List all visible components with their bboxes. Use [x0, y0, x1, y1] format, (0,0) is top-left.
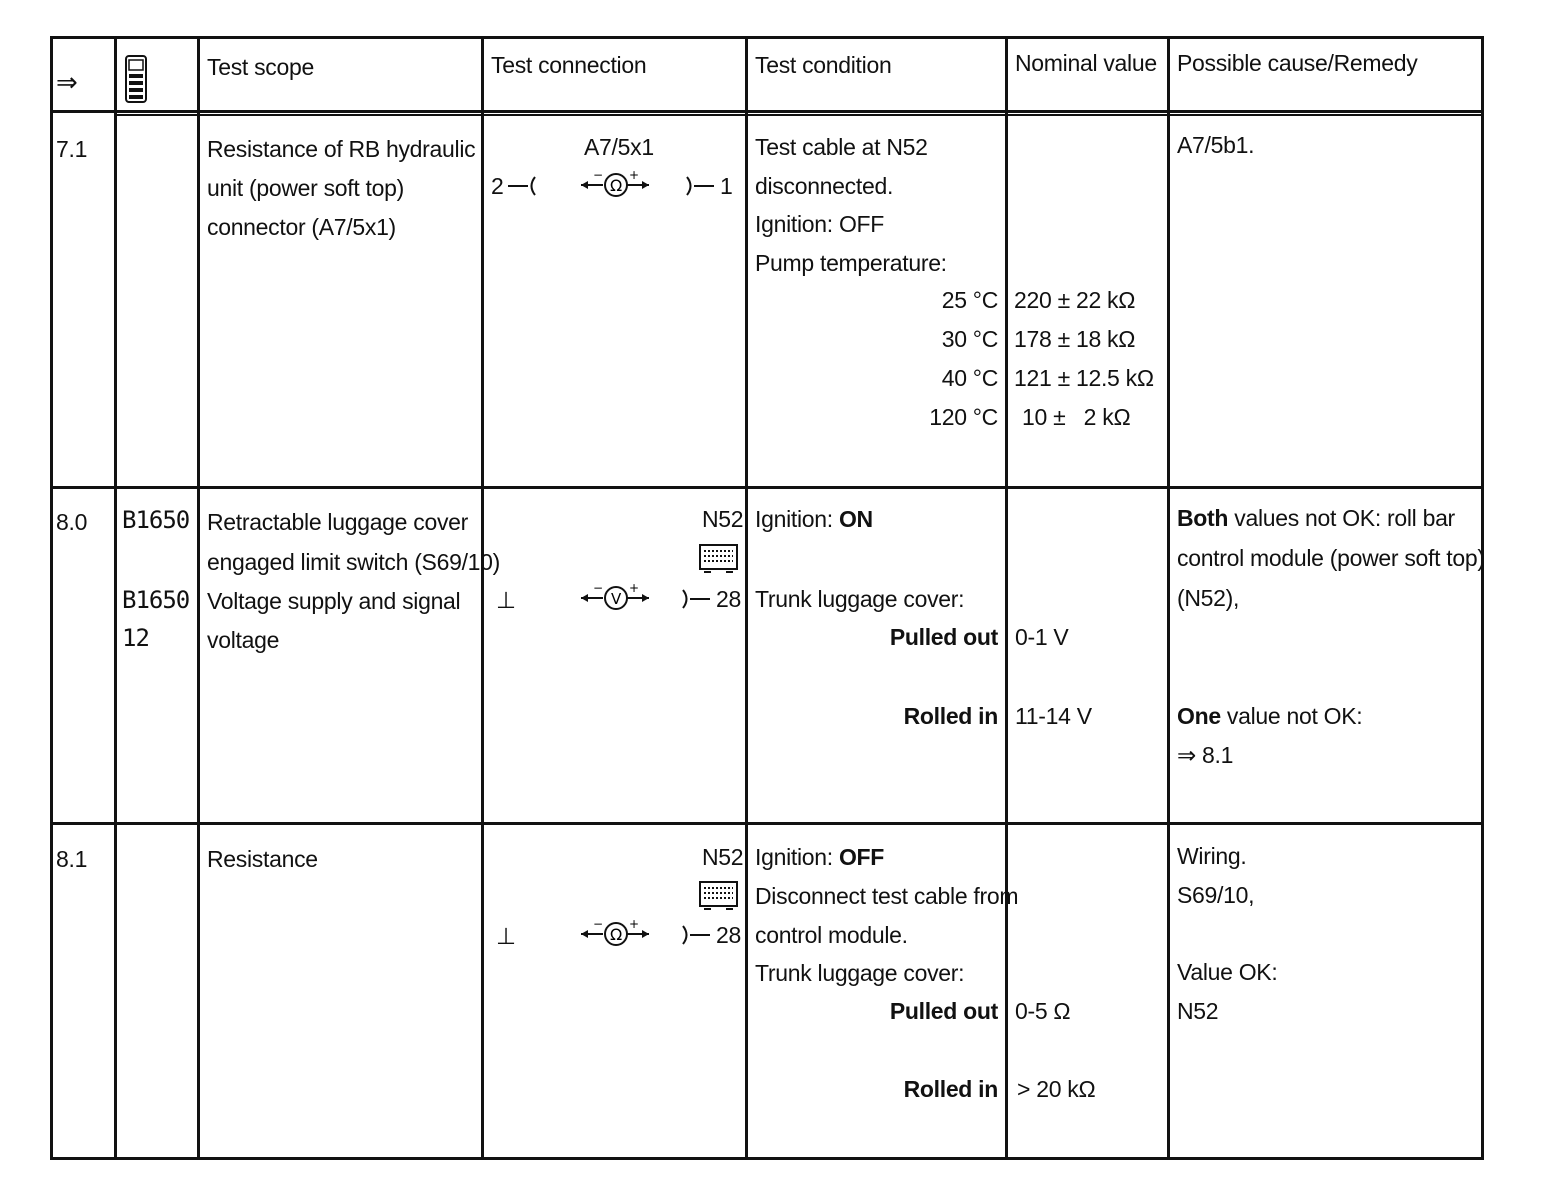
- nominal-value: 0-1 V: [1015, 624, 1069, 650]
- step-number: 8.1: [56, 846, 88, 872]
- temperature: 30 °C: [941, 326, 998, 352]
- ignition-state: OFF: [838, 844, 885, 870]
- column-divider: [197, 36, 200, 1160]
- svg-text:−: −: [593, 581, 604, 595]
- condition-line: control module.: [755, 922, 908, 948]
- header-test-connection: Test connection: [491, 52, 647, 78]
- svg-text:−: −: [593, 168, 604, 182]
- scope-line: Resistance of RB hydraulic: [207, 136, 476, 162]
- header-test-condition: Test condition: [755, 52, 892, 78]
- cause-line: N52: [1177, 998, 1219, 1024]
- cause-line: Value OK:: [1177, 959, 1278, 985]
- meter-symbol: Ω: [610, 176, 623, 195]
- svg-text:+: +: [629, 917, 640, 931]
- header-test-scope: Test scope: [207, 54, 314, 80]
- plug-right-icon: [684, 176, 714, 196]
- header-possible-cause: Possible cause/Remedy: [1177, 50, 1418, 76]
- connector-label: N52: [702, 844, 744, 870]
- column-divider: [481, 36, 484, 1160]
- scope-line: connector (A7/5x1): [207, 214, 396, 240]
- pin-left: 2: [491, 173, 504, 199]
- condition-line: disconnected.: [755, 173, 894, 199]
- dtc-code: B1650: [122, 586, 190, 614]
- control-module-icon: [699, 880, 739, 912]
- condition-line: Test cable at N52: [755, 134, 928, 160]
- plug-right-icon: [680, 925, 710, 945]
- cover-state: Pulled out: [889, 624, 998, 650]
- nominal-value: 11-14 V: [1015, 703, 1092, 729]
- ohmmeter-icon: [579, 919, 651, 949]
- pin-right: 1: [720, 173, 733, 199]
- condition-line: Disconnect test cable from: [755, 883, 1019, 909]
- cause-line: Wiring.: [1177, 843, 1247, 869]
- row-divider: [50, 822, 1484, 825]
- cause-line: control module (power soft top): [1177, 545, 1485, 571]
- cover-state: Rolled in: [903, 1076, 998, 1102]
- row-divider: [50, 486, 1484, 489]
- column-divider: [745, 36, 748, 1160]
- svg-text:Ω: Ω: [610, 925, 623, 944]
- header-nominal-value: Nominal value: [1015, 50, 1157, 76]
- ohmmeter-icon: [579, 170, 651, 200]
- ignition-label: Ignition:: [755, 844, 839, 870]
- cross-reference-link[interactable]: ⇒ 8.1: [1177, 742, 1234, 768]
- scope-line: Resistance: [207, 846, 318, 872]
- pin-right: 28: [716, 586, 741, 612]
- dtc-code: 12: [122, 624, 149, 652]
- scope-line: unit (power soft top): [207, 175, 404, 201]
- plug-right-icon: [680, 589, 710, 609]
- step-number: 8.0: [56, 509, 88, 535]
- nominal-value: 178 ± 18 kΩ: [1014, 326, 1136, 352]
- scope-line: engaged limit switch (S69/10): [207, 549, 501, 575]
- scope-line: Voltage supply and signal: [207, 588, 461, 614]
- cover-state: Rolled in: [903, 703, 998, 729]
- connector-label: A7/5x1: [584, 134, 654, 160]
- nominal-value: 10 ± 2 kΩ: [1022, 404, 1131, 430]
- ground-symbol: ⊥: [496, 924, 516, 950]
- nominal-value: 220 ± 22 kΩ: [1014, 287, 1136, 313]
- temperature: 40 °C: [941, 365, 998, 391]
- column-divider: [1167, 36, 1170, 1160]
- condition-line: Trunk luggage cover:: [755, 960, 965, 986]
- cause-line: [1177, 499, 1455, 538]
- plug-left-icon: [508, 176, 538, 196]
- temperature: 25 °C: [941, 287, 998, 313]
- nominal-value: 121 ± 12.5 kΩ: [1014, 365, 1154, 391]
- condition-line: [755, 838, 884, 877]
- cause-text: values not OK: roll bar: [1228, 505, 1455, 531]
- cause-text: value not OK:: [1220, 703, 1363, 729]
- svg-text:V: V: [611, 590, 622, 608]
- dtc-code: B1650: [122, 506, 190, 534]
- nominal-value: 0-5 Ω: [1015, 998, 1071, 1024]
- connector-label: N52: [702, 506, 744, 532]
- svg-text:−: −: [593, 917, 604, 931]
- condition-line: Trunk luggage cover:: [755, 586, 965, 612]
- column-divider: [1005, 36, 1008, 1160]
- step-number: 7.1: [56, 136, 88, 162]
- cause-line: (N52),: [1177, 585, 1240, 611]
- column-divider: [114, 36, 117, 1160]
- header-divider-2: [115, 114, 1484, 116]
- control-module-icon: [699, 543, 739, 575]
- ground-symbol: ⊥: [496, 588, 516, 614]
- tester-device-icon: [124, 54, 148, 104]
- cause-emphasis: One: [1177, 703, 1221, 729]
- svg-text:+: +: [629, 168, 640, 182]
- condition-line: [755, 500, 873, 539]
- temperature: 120 °C: [929, 404, 998, 430]
- header-divider: [50, 110, 1484, 113]
- svg-text:+: +: [629, 581, 640, 595]
- cover-state: Pulled out: [889, 998, 998, 1024]
- header-arrow: ⇒: [56, 67, 78, 97]
- pin-right: 28: [716, 922, 741, 948]
- cause-line: A7/5b1.: [1177, 132, 1255, 158]
- voltmeter-icon: [579, 583, 651, 613]
- scope-line: Retractable luggage cover: [207, 509, 468, 535]
- cause-line: S69/10,: [1177, 882, 1255, 908]
- scope-line: voltage: [207, 627, 280, 653]
- cause-emphasis: Both: [1177, 505, 1229, 531]
- ignition-label: Ignition:: [755, 506, 839, 532]
- condition-line: Pump temperature:: [755, 250, 947, 276]
- nominal-value: > 20 kΩ: [1017, 1076, 1096, 1102]
- condition-line: Ignition: OFF: [755, 211, 885, 237]
- ignition-state: ON: [838, 506, 873, 532]
- cause-line: [1177, 697, 1362, 736]
